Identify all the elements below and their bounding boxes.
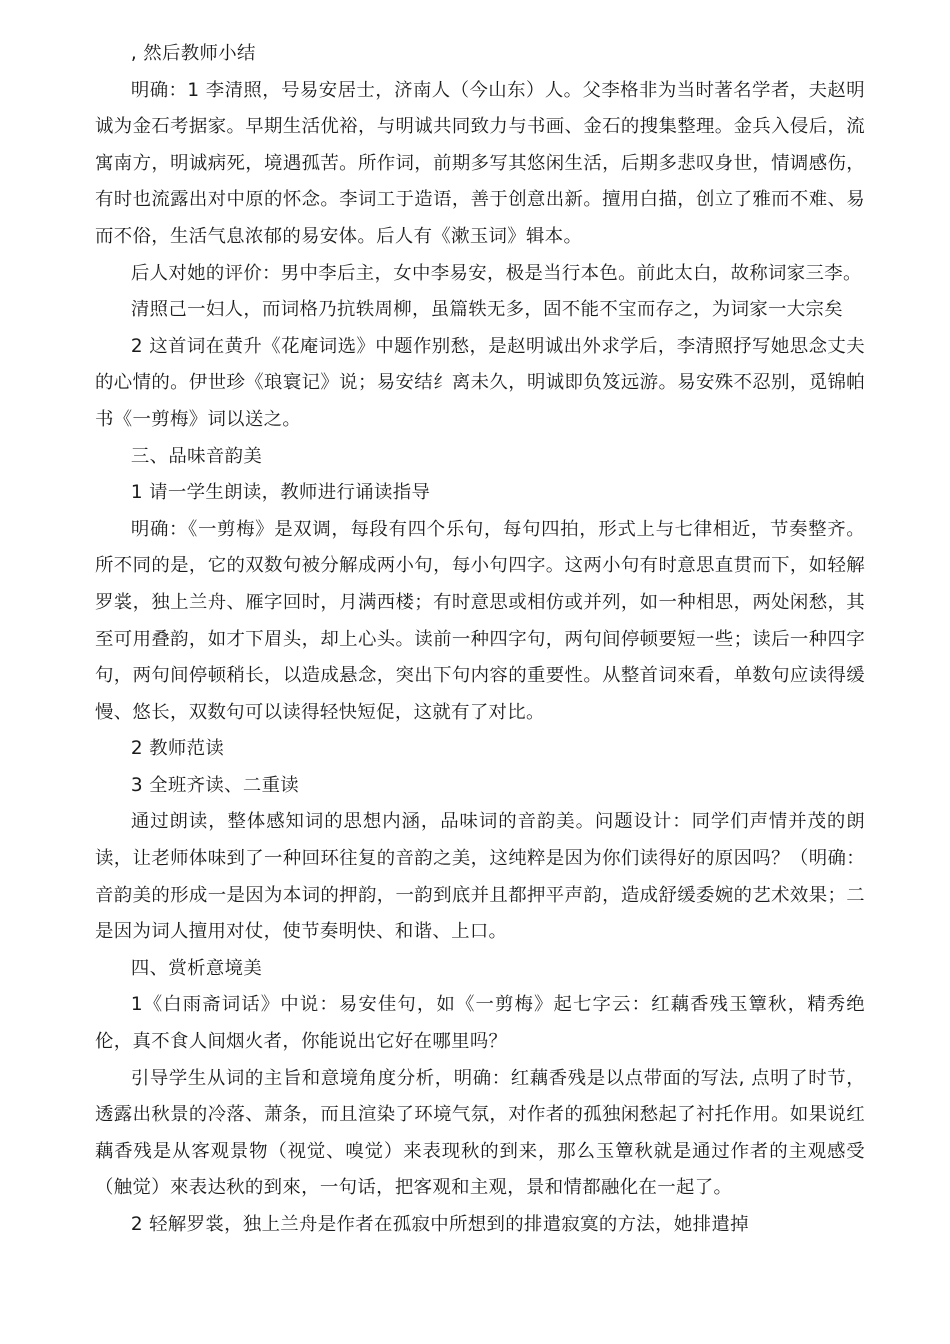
section-heading-imagery: 四、赏析意境美 bbox=[130, 957, 263, 979]
paragraph-imagery-analysis: 引导学生从词的主旨和意境角度分析，明确：红藕香残是以点带面的写法, 点明了时节，透露出秋景的冷落、萧条，而且渲染了环境气氛，对作者的孤独闲愁起了衬托作用。如果说红藕香残是从客观景物（视觉、嗅觉）来表现秋的到来，那么玉簟秋就是通过作者的主观感受（触觉）來表达秋的到來，一句话，把客观和主观，景和情都融化在一起了。 bbox=[95, 1067, 865, 1199]
document-page bbox=[95, 36, 865, 1244]
paragraph-class-reading: 3 全班齐读、二重读 bbox=[130, 774, 300, 796]
paragraph-baiyuzhai-quote: 1《白雨斋词话》中说：易安佳句，如《一剪梅》起七字云：红藕香残玉簟秋，精秀绝伦，真不食人间烟火者，你能说出它好在哪里吗？ bbox=[95, 994, 865, 1053]
paragraph-rhythm-analysis: 明确：《一剪梅》是双调，每段有四个乐句，每句四拍，形式上与七律相近，节奏整齐。所不同的是，它的双数句被分解成两小句，每小句四字。这两小句有时意思直贯而下，如轻解罗裳，独上兰舟、雁字回时，月满西楼；有时意思或相仿或并列，如一种相思，两处闲愁，其至可用叠韵，如才下眉头，却上心头。读前一种四字句，两句间停顿要短一些；读后一种四字句，两句间停顿稍长，以造成悬念，突出下句内容的重要性。从整首词來看，单数句应读得缓慢、悠长，双数句可以读得轻快短促，这就有了对比。 bbox=[95, 518, 865, 723]
paragraph-boat-analysis: 2 轻解罗裳，独上兰舟是作者在孤寂中所想到的排遣寂寞的方法，她排遣掉 bbox=[130, 1214, 749, 1235]
paragraph-qingzhao-quote: 清照己一妇人，而词格乃抗轶周柳，虽篇轶无多，固不能不宝而存之，为词家一大宗矣 bbox=[130, 299, 844, 321]
paragraph-rhyme-question: 通过朗读，整体感知词的思想内涵，品味词的音韵美。问题设计：同学们声情并茂的朗读，让老师体味到了一种回环往复的音韵之美，这纯粹是因为你们读得好的原因吗？（明确：音韵美的形成一是因为本词的押韵，一韵到底并且都押平声韵，造成舒缓委婉的艺术效果；二是因为词人擅用对仗，使节奏明快、和谐、上口。 bbox=[95, 811, 865, 943]
paragraph-later-evaluation: 后人对她的评价：男中李后主，女中李易安，极是当行本色。前此太白，故称词家三李。 bbox=[130, 262, 862, 284]
paragraph-poem-background: 2 这首词在黄升《花庵词选》中题作别愁，是赵明诚出外求学后，李清照抒写她思念丈夫的心情的。伊世珍《琅寰记》说；易安结纟离未久，明诚即负笈远游。易安殊不忍别，觅锦帕书《一剪梅》词以送之。 bbox=[95, 335, 865, 430]
section-heading-rhyme: 三、品味音韵美 bbox=[130, 445, 263, 467]
paragraph-student-reading: 1 请一学生朗读，教师进行诵读指导 bbox=[130, 482, 431, 504]
paragraph-teacher-summary: , 然后教师小结 bbox=[130, 43, 256, 64]
paragraph-li-qingzhao-bio: 明确：1 李清照，号易安居士，济南人（今山东）人。父李格非为当时著名学者，夫赵明诚为金石考据家。早期生活优裕，与明诚共同致力与书画、金石的搜集整理。金兵入侵后，流寓南方，明诚病死，境遇孤苦。所作词，前期多写其悠闲生活，后期多悲叹身世，情调感伤，有时也流露出对中原的怀念。李词工于造语，善于创意出新。擅用白描，创立了雅而不难、易而不俗，生活气息浓郁的易安体。后人有《漱玉词》辑本。 bbox=[95, 79, 865, 247]
paragraph-teacher-reading: 2 教师范读 bbox=[130, 738, 225, 760]
